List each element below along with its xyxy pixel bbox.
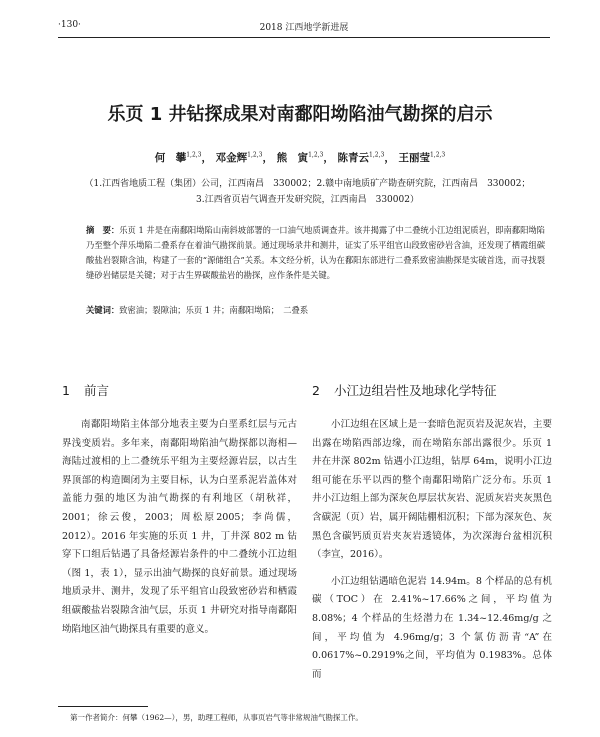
- section-1-heading: [62, 381, 109, 399]
- keywords-text: 致密油；裂隙油；乐页 1 井；南鄱阳坳陷； 二叠系: [119, 305, 309, 315]
- column-left: [62, 416, 297, 639]
- body-paragraph: 小江边组在区域上是一套暗色泥页岩及泥灰岩，主要出露在坳陷西部边缘，而在坳陷东部出露很少。乐页 1 井在井深 802m 钻遇小江边组，钻厚 64m，说明小江边组可能在乐平以西的整个南鄱阳坳陷广泛分布。乐页 1 井小江边组上部为深灰色厚层状灰岩、泥质灰岩夹灰黑色含碳泥（页）岩，属开阔陆棚相沉积；下部为深灰色、灰黑色含碳钙质页岩夹灰岩透镜体，为次深海台盆相沉积（李宣，2016）。: [312, 419, 552, 561]
- column-right: [312, 416, 552, 684]
- header-rule: [58, 37, 550, 38]
- author-list: [0, 150, 600, 165]
- body-paragraph: 小江边组钻遇暗色泥岩 14.94m。8 个样品的总有机碳（TOC）在 2.41%~17.66%之间，平均值为 8.08%；4 个样品的生烃潜力在 1.34~12.46mg/g 之间，平均值为 4.96mg/g；3 个氯仿沥青“A”在 0.0617%~0.2919%之间，平均值为 0.1983%。总体而: [312, 575, 552, 680]
- paper-title: 乐页 1 井钻探成果对南鄱阳坳陷油气勘探的启示: [107, 104, 493, 125]
- section-2-heading: [312, 381, 496, 399]
- journal-title: 2018 江西地学新进展: [259, 23, 349, 33]
- author: 邓金辉$^{1,2,3}$，: [215, 151, 273, 164]
- author: 王丽莹$^{1,2,3}$: [398, 151, 446, 164]
- affiliation-line: 3.江西省页岩气调查开发研究院，江西南昌 330002）: [196, 195, 419, 205]
- keywords-label: 关键词：: [86, 305, 120, 315]
- page-number: ·130·: [58, 20, 81, 30]
- section-title: 小江边组岩性及地球化学特征: [333, 383, 497, 398]
- page-header: [58, 20, 550, 34]
- section-number: 1: [62, 383, 70, 398]
- affiliations: [70, 176, 545, 208]
- section-title: 前言: [83, 383, 109, 398]
- abstract-label: 摘 要：: [86, 225, 120, 235]
- abstract: [86, 223, 545, 283]
- abstract-text: 乐页 1 井是在南鄱阳坳陷山南斜坡部署的一口油气地质调查井。该井揭露了中二叠统小江边组泥质岩，即南鄱阳坳陷乃至整个萍乐坳陷二叠系存在着油气勘探前景。通过现场录井和测井，证实了乐平组官山段致密砂岩含油，还发现了栖霞组碳酸盐岩裂隙含油，构建了一套的“源储组合”关系。本文经分析，认为在鄱阳东部进行二叠系致密油勘探是实破首选，而寻找裂缝砂岩储层是关键；对于古生界碳酸盐岩的勘探，应作条件是关键。: [86, 225, 545, 280]
- keywords: [86, 304, 545, 316]
- footnote-rule: [58, 706, 148, 707]
- affiliation-line: （1.江西省地质工程（集团）公司，江西南昌 330002；2.赣中南地质矿产勘查研究院，江西南昌 330002；: [84, 179, 531, 189]
- author: 何 攀$^{1,2,3}$，: [154, 151, 213, 164]
- body-paragraph: 南鄱阳坳陷主体部分地表主要为白垩系红层与元古界浅变质岩。多年来，南鄱阳坳陷油气勘探都以海相—海陆过渡相的上二叠统乐平组为主要烃源岩层，以古生界顶部的构造圈闭为主要目标，认为白垩系泥岩盖体对盖能力强的地区为油气勘探的有利地区（胡秋祥，2001；徐云俊，2003；周松原2005；李尚儒，2012）。2016 年实施的乐页 1 井，丁井深 802 m 钻穿下口组后钻遇了具备烃源岩条件的中二叠统小江边组（图 1，表 1），显示出油气勘探的良好前景。通过现场地质录井、测井，发现了乐平组官山段致密砂岩和栖霞组碳酸盐岩裂隙含油气层，乐页 1 井研究对指导南鄱阳坳陷地区油气勘探具有重要的意义。: [62, 419, 297, 635]
- author: 熊 寅$^{1,2,3}$，: [276, 151, 334, 164]
- footnote: 第一作者简介：何攀（1962—），男，助理工程师，从事页岩气等非常规油气勘探工作。: [70, 713, 363, 722]
- author: 陈青云$^{1,2,3}$，: [337, 151, 395, 164]
- section-number: 2: [312, 383, 320, 398]
